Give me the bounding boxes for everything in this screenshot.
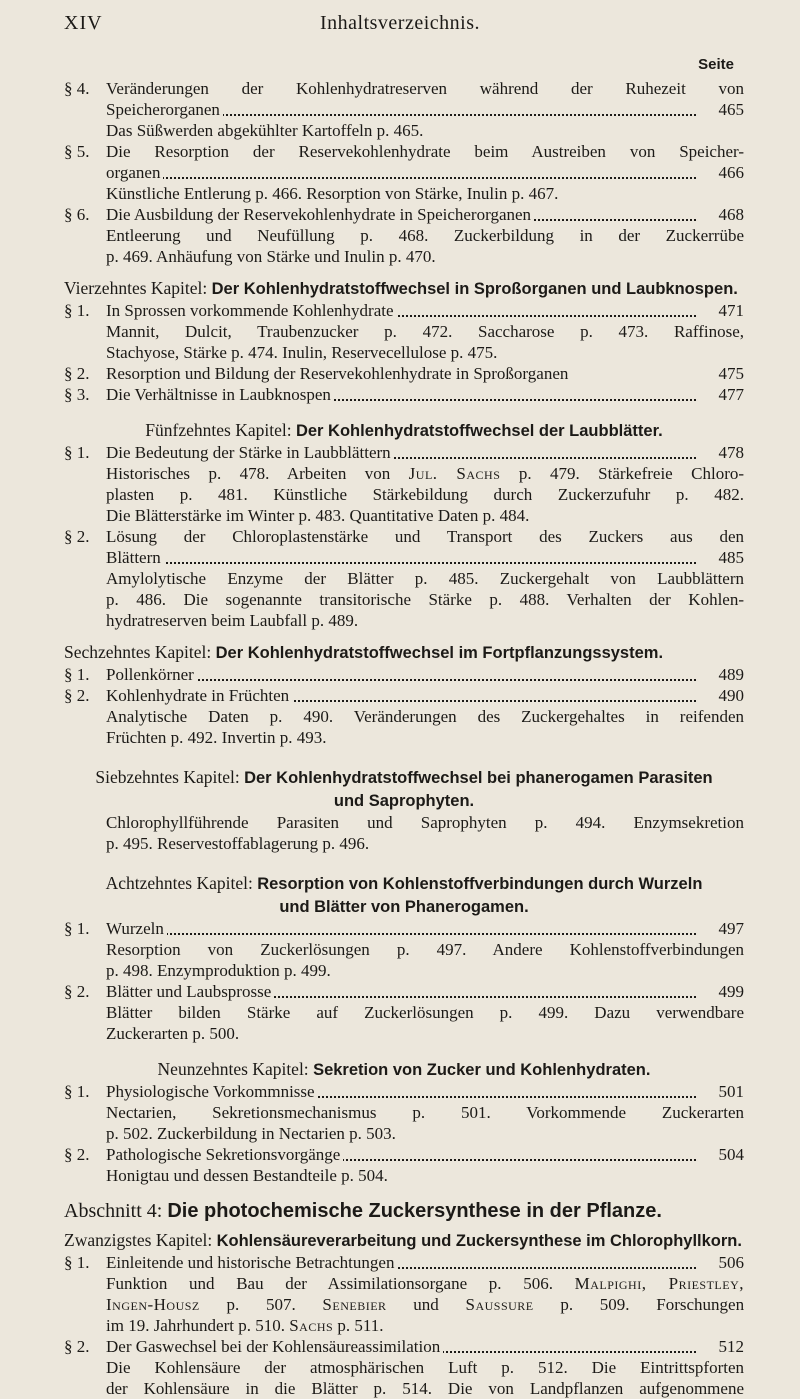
entry-title-line: Blättern [106,548,164,567]
toc-entry [64,1081,744,1144]
entry-title-line: Blätter und Laubsprosse [106,982,274,1001]
entry-detail: Früchten p. 492. Invertin p. 493. [106,728,327,747]
dot-leader [106,562,696,564]
entry-detail: Funktion und Bau der Assimilationsorgane p. 506. Malpighi, Priestley, [106,1274,744,1293]
chapter-prefix: Siebzehntes Kapitel: [95,767,240,787]
toc-entry [64,384,744,405]
entry-number: § 2. [64,364,90,383]
author-name: Ingen-Housz [106,1295,200,1314]
toc-entry [64,363,744,384]
chapter-heading [64,766,744,812]
page-ref: 501 [718,1082,744,1101]
entry-detail: Künstliche Entlerung p. 466. Resorption von Stärke, Inulin p. 467. [106,184,559,203]
running-head: Inhaltsverzeichnis. [320,12,480,34]
entry-detail: p. 502. Zuckerbildung in Nectarien p. 503. [106,1124,396,1143]
chapter-title: Der Kohlenhydratstoffwechsel im Fortpflanzungssystem. [215,644,664,662]
chapter-heading [64,1058,744,1081]
page-ref: 497 [718,919,744,938]
chapter-title: Der Kohlenhydratstoffwechsel der Laubblätter. [295,422,663,440]
entry-detail: Chlorophyllführende Parasiten und Saprophyten p. 494. Enzymsekretion [106,813,744,832]
chapter-heading [64,277,744,300]
entry-title-line: Speicherorganen [106,100,223,119]
entry-number: § 5. [64,142,90,161]
entry-detail: der Kohlensäure in die Blätter p. 514. Die von Landpflanzen aufgenommene [106,1379,744,1398]
entry-detail: Honigtau und dessen Bestandteile p. 504. [106,1166,388,1185]
entry-number: § 2. [64,1145,90,1164]
chapter-heading [64,641,744,664]
page-ref: 499 [718,982,744,1001]
toc-entry [64,812,744,854]
entry-number: § 1. [64,443,90,462]
chapter-title: und Blätter von Phanerogamen. [279,898,529,916]
section-heading [64,1200,744,1223]
page-ref: 466 [718,163,744,182]
page-ref: 477 [718,385,744,404]
entry-title-line: Der Gaswechsel bei der Kohlensäureassimilation [106,1337,443,1356]
entry-title-line: Die Ausbildung der Reservekohlenhydrate in Speicherorganen [106,205,534,224]
page-ref: 465 [718,100,744,119]
toc-entry [64,685,744,748]
chapter-title: Kohlensäureverarbeitung und Zuckersynthese im Chlorophyllkorn. [216,1232,742,1250]
entry-title-line: Wurzeln [106,919,167,938]
toc-entry [64,141,744,204]
entry-detail: Blätter bilden Stärke auf Zuckerlösungen p. 499. Dazu verwendbare [106,1003,744,1022]
author-name: Malpighi, Priestley, [574,1274,744,1293]
page-ref: 478 [718,443,744,462]
chapter-title: Der Kohlenhydratstoffwechsel in Sproßorganen und Laubknospen. [211,280,738,298]
toc-content [64,78,744,1399]
entry-title-line: Einleitende und historische Betrachtungen [106,1253,397,1272]
page-ref: 504 [718,1145,744,1164]
entry-detail: Das Süßwerden abgekühlter Kartoffeln p. 465. [106,121,424,140]
dot-leader [106,933,696,935]
entry-detail: p. 486. Die sogenannte transitorische Stärke p. 488. Verhalten der Kohlen- [106,590,744,609]
seite-label: Seite [698,56,734,73]
chapter-heading [64,419,744,442]
toc-entry [64,1144,744,1186]
section-title: Die photochemische Zuckersynthese in der Pflanze. [167,1200,662,1222]
chapter-prefix: Achtzehntes Kapitel: [105,873,253,893]
chapter-prefix: Vierzehntes Kapitel: [64,278,208,298]
entry-title-line: Die Resorption der Reservekohlenhydrate beim Austreiben von Speicher- [106,142,744,161]
entry-title-line: Veränderungen der Kohlenhydratreserven während der Ruhezeit von [106,79,744,98]
author-name: Sachs [289,1316,334,1335]
page-ref: 490 [718,686,744,705]
chapter-title: und Saprophyten. [333,792,475,810]
entry-number: § 2. [64,686,90,705]
toc-entry [64,526,744,631]
entry-detail: Stachyose, Stärke p. 474. Inulin, Reservecellulose p. 475. [106,343,498,362]
entry-detail: Zuckerarten p. 500. [106,1024,240,1043]
chapter-title: Der Kohlenhydratstoffwechsel bei phanerogamen Parasiten [244,769,713,787]
entry-number: § 2. [64,527,90,546]
entry-detail: Ingen-Housz p. 507. Senebier und Saussure p. 509. Forschungen [106,1295,745,1314]
entry-title-line: Kohlenhydrate in Früchten [106,686,292,705]
entry-title-line: Die Bedeutung der Stärke in Laubblättern [106,443,394,462]
entry-number: § 1. [64,301,90,320]
entry-title-line: Pollenkörner [106,665,197,684]
entry-detail: p. 495. Reservestoffablagerung p. 496. [106,834,370,853]
page-ref: 471 [718,301,744,320]
entry-detail: Die Kohlensäure der atmosphärischen Luft p. 512. Die Eintrittspforten [106,1358,744,1377]
entry-detail: Entleerung und Neufüllung p. 468. Zuckerbildung in der Zuckerrübe [106,226,744,245]
entry-number: § 3. [64,385,90,404]
toc-entry [64,442,744,526]
entry-title-line: In Sprossen vorkommende Kohlenhydrate [106,301,397,320]
chapter-prefix: Sechzehntes Kapitel: [64,642,212,662]
chapter-title: Resorption von Kohlenstoffverbindungen durch Wurzeln [257,875,703,893]
entry-number: § 1. [64,665,90,684]
entry-number: § 1. [64,919,90,938]
toc-entry [64,1252,744,1336]
author-name: Saussure [465,1295,534,1314]
page-ref: 489 [718,665,744,684]
entry-detail: Resorption von Zuckerlösungen p. 497. Andere Kohlenstoffverbindungen [106,940,744,959]
chapter-title: Sekretion von Zucker und Kohlenhydraten. [313,1061,651,1079]
toc-entry [64,78,744,141]
toc-entry [64,918,744,981]
page-ref: 475 [718,364,744,383]
toc-entry [64,1336,744,1399]
entry-number: § 1. [64,1082,90,1101]
page-ref: 512 [718,1337,744,1356]
chapter-heading [64,872,744,918]
entry-number: § 2. [64,982,90,1001]
toc-entry [64,300,744,363]
section-prefix: Abschnitt 4: [64,1200,163,1222]
entry-detail: Analytische Daten p. 490. Veränderungen des Zuckergehaltes in reifenden [106,707,744,726]
author-name: Senebier [322,1295,387,1314]
entry-detail: Nectarien, Sekretionsmechanismus p. 501. Vorkommende Zuckerarten [106,1103,744,1122]
toc-entry [64,981,744,1044]
entry-detail: im 19. Jahrhundert p. 510. Sachs p. 511. [106,1316,384,1335]
entry-title-line: Die Verhältnisse in Laubknospen [106,385,334,404]
chapter-prefix: Zwanzigstes Kapitel: [64,1230,213,1250]
page-number: XIV [64,12,103,34]
entry-detail: Historisches p. 478. Arbeiten von Jul. Sachs p. 479. Stärkefreie Chloro- [106,464,745,483]
dot-leader [106,177,696,179]
entry-number: § 6. [64,205,90,224]
entry-title-line: Pathologische Sekretionsvorgänge [106,1145,343,1164]
entry-number: § 1. [64,1253,90,1272]
entry-detail: Mannit, Dulcit, Traubenzucker p. 472. Saccharose p. 473. Raffinose, [106,322,744,341]
chapter-prefix: Neunzehntes Kapitel: [157,1059,309,1079]
entry-detail: Amylolytische Enzyme der Blätter p. 485. Zuckergehalt von Laubblättern [106,569,744,588]
page-ref: 506 [718,1253,744,1272]
page-ref: 468 [718,205,744,224]
entry-number: § 2. [64,1337,90,1356]
entry-detail: p. 469. Anhäufung von Stärke und Inulin p. 470. [106,247,436,266]
entry-number: § 4. [64,79,90,98]
page-ref: 485 [718,548,744,567]
entry-title-line: Resorption und Bildung der Reservekohlenhydrate in Sproßorganen [106,364,571,383]
entry-detail: Die Blätterstärke im Winter p. 483. Quantitative Daten p. 484. [106,506,530,525]
entry-detail: p. 498. Enzymproduktion p. 499. [106,961,331,980]
entry-title-line: Lösung der Chloroplastenstärke und Transport des Zuckers aus den [106,527,744,546]
entry-detail: plasten p. 481. Künstliche Stärkebildung durch Zuckerzufuhr p. 482. [106,485,744,504]
entry-detail: hydratreserven beim Laubfall p. 489. [106,611,359,630]
entry-title-line: Physiologische Vorkommnisse [106,1082,318,1101]
toc-entry [64,664,744,685]
entry-title-line: organen [106,163,163,182]
author-name: Jul. Sachs [408,464,501,483]
chapter-prefix: Fünfzehntes Kapitel: [145,420,292,440]
chapter-heading [64,1229,744,1252]
toc-entry [64,204,744,267]
